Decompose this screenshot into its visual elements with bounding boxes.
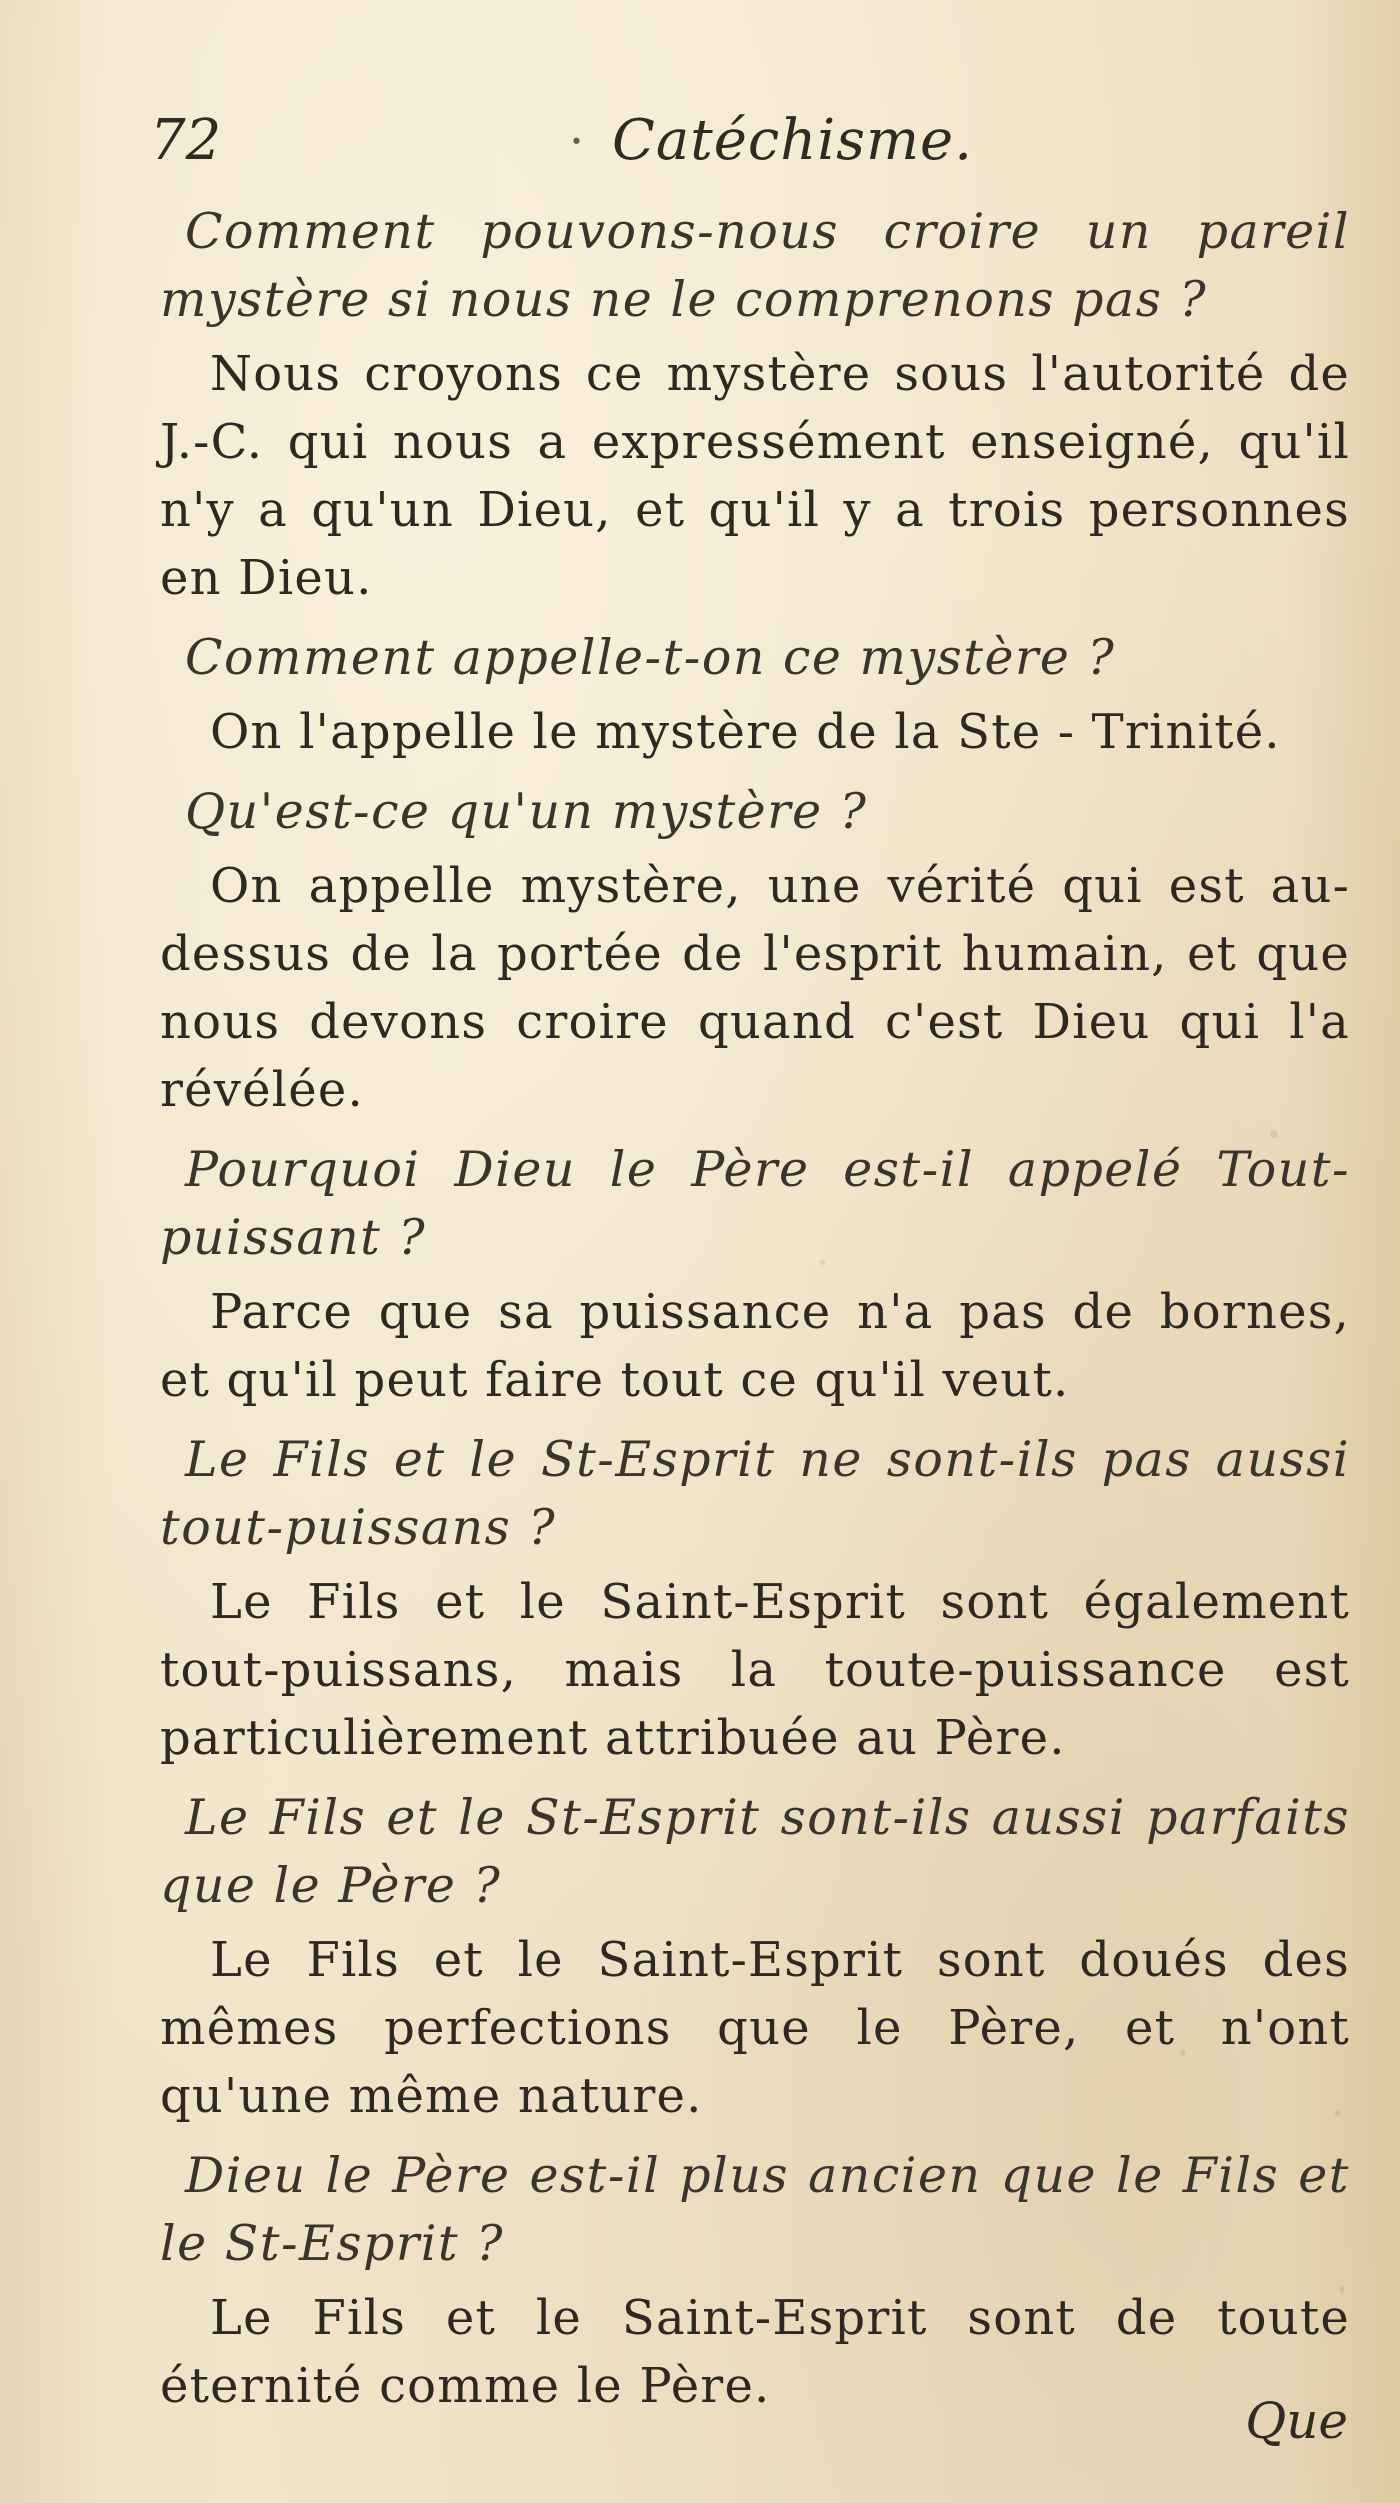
answer: Le Fils et le Saint-Esprit sont également tout-puissans, mais la toute-puissance est particulièrement attribuée au Père. [160, 1574, 1350, 1766]
question: Dieu le Père est-il plus ancien que le Fils et le St-Esprit ? [160, 2147, 1350, 2272]
answer: Nous croyons ce mystère sous l'autorité de J.-C. qui nous a expressément enseigné, qu'il n'y a qu'un Dieu, et qu'il y a trois personnes en Dieu. [160, 346, 1350, 606]
page-number: 72 [150, 108, 222, 173]
qa-entry [160, 198, 1350, 612]
answer: On l'appelle le mystère de la Ste - Trinité. [210, 704, 1281, 760]
page-header [150, 108, 1300, 178]
question: Pourquoi Dieu le Père est-il appelé Tout-puissant ? [160, 1141, 1350, 1266]
answer: Parce que sa puissance n'a pas de bornes, et qu'il peut faire tout ce qu'il veut. [160, 1284, 1350, 1408]
question: Comment appelle-t-on ce mystère ? [185, 629, 1116, 686]
question: Le Fils et le St-Esprit sont-ils aussi parfaits que le Père ? [160, 1789, 1350, 1914]
question: Comment pouvons-nous croire un pareil mystère si nous ne le comprenons pas ? [160, 203, 1350, 328]
qa-entry [160, 1784, 1350, 2130]
question: Le Fils et le St-Esprit ne sont-ils pas aussi tout-puissans ? [160, 1431, 1350, 1556]
catchword: Que [1245, 2392, 1348, 2450]
running-title: Catéchisme. [612, 108, 973, 173]
answer: Le Fils et le Saint-Esprit sont doués des mêmes perfections que le Père, et n'ont qu'une même nature. [160, 1932, 1350, 2124]
header-ornament: • [570, 130, 583, 155]
question: Qu'est-ce qu'un mystère ? [185, 783, 868, 840]
qa-entry [160, 624, 1350, 766]
qa-entry [160, 2142, 1350, 2420]
qa-entry [160, 1136, 1350, 1414]
qa-entry [160, 1426, 1350, 1772]
qa-entry [160, 778, 1350, 1124]
answer: On appelle mystère, une vérité qui est au-dessus de la portée de l'esprit humain, et que nous devons croire quand c'est Dieu qui l'a révélée. [160, 858, 1350, 1118]
catechism-text [160, 198, 1350, 2432]
answer: Le Fils et le Saint-Esprit sont de toute éternité comme le Père. [160, 2290, 1350, 2414]
